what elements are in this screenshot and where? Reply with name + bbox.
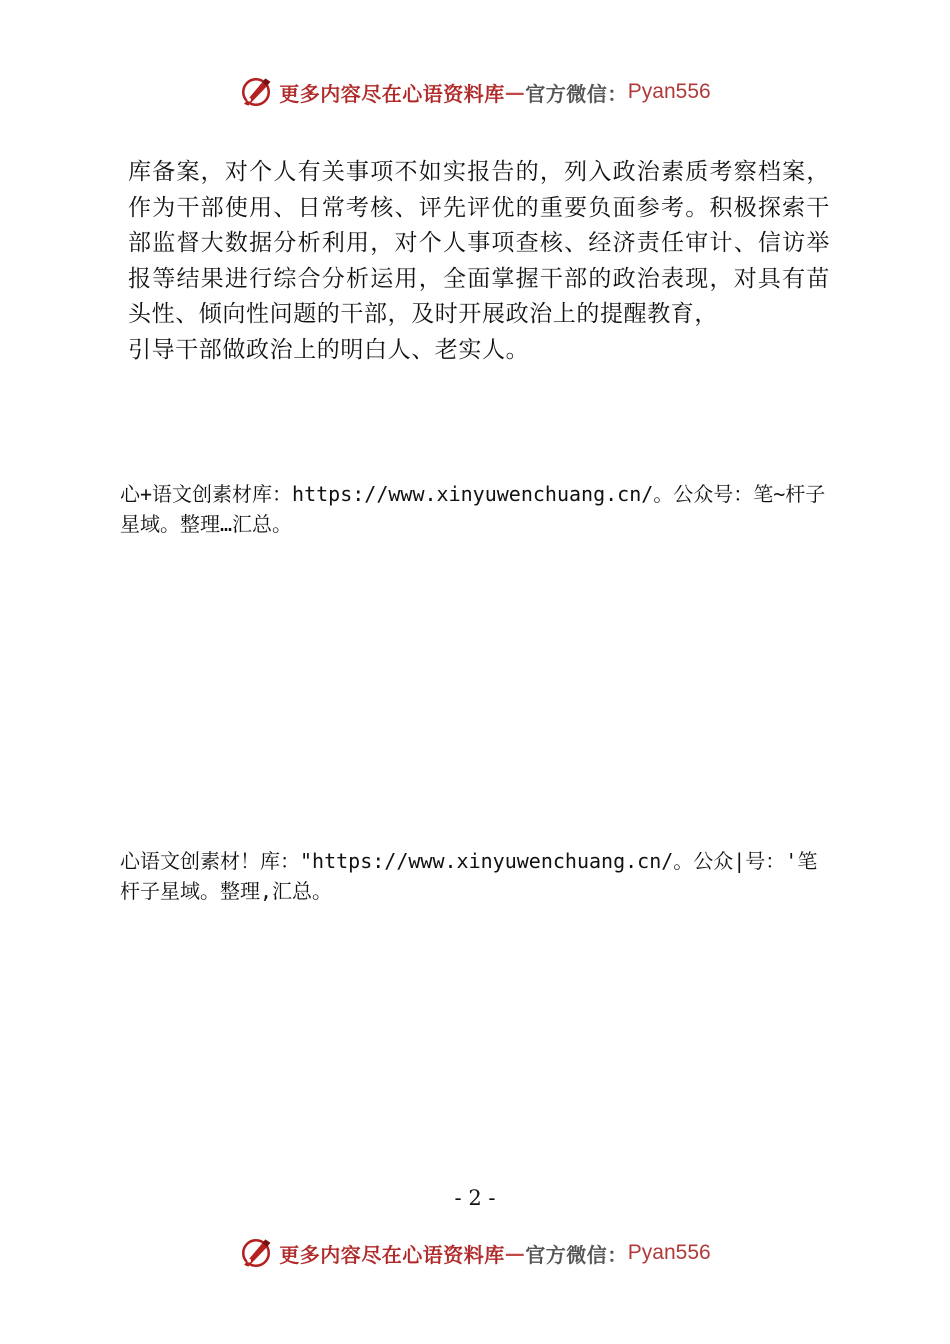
page-number: - 2 -: [454, 1186, 496, 1210]
banner-main-text: 更多内容尽在心语资料库: [279, 1242, 505, 1267]
banner-main-text: 更多内容尽在心语资料库: [279, 81, 505, 106]
banner-wechat-id: Pyan556: [627, 80, 711, 103]
pen-logo-icon: [239, 75, 273, 109]
banner-wechat-label: 官方微信：: [525, 1242, 628, 1267]
pen-logo-icon: [239, 1236, 273, 1270]
banner-wechat-label: 官方微信：: [525, 81, 628, 106]
source-note: 心+语文创素材库：https://www.xinyuwenchuang.cn/。公众号：笔~杆子星域。整理…汇总。: [120, 482, 826, 536]
banner-dash: —: [504, 80, 526, 104]
banner-dash: —: [504, 1241, 526, 1265]
footer-banner: [0, 1233, 950, 1273]
body-paragraph: [128, 155, 830, 368]
source-note: 心语文创素材！库："https://www.xinyuwenchuang.cn/。公众|号：'笔杆子星域。整理,汇总。: [120, 849, 818, 903]
paragraph-last-line: 引导干部做政治上的明白人、老实人。: [128, 336, 530, 363]
banner-wechat-id: Pyan556: [627, 1241, 711, 1264]
paragraph-text: 库备案，对个人有关事项不如实报告的，列入政治素质考察档案， 作为干部使用、日常考核、评先评优的重要负面参考。积极探索干部监督大数据分析利用，对个人事项查核、经济责任审计、信访举报等结果进行综合分析运用，全面掌握干部的政治表现，对具有苗头性、倾向性问题的干部，及时开展政治上的提醒教育，: [128, 159, 830, 327]
header-banner: [0, 72, 950, 112]
